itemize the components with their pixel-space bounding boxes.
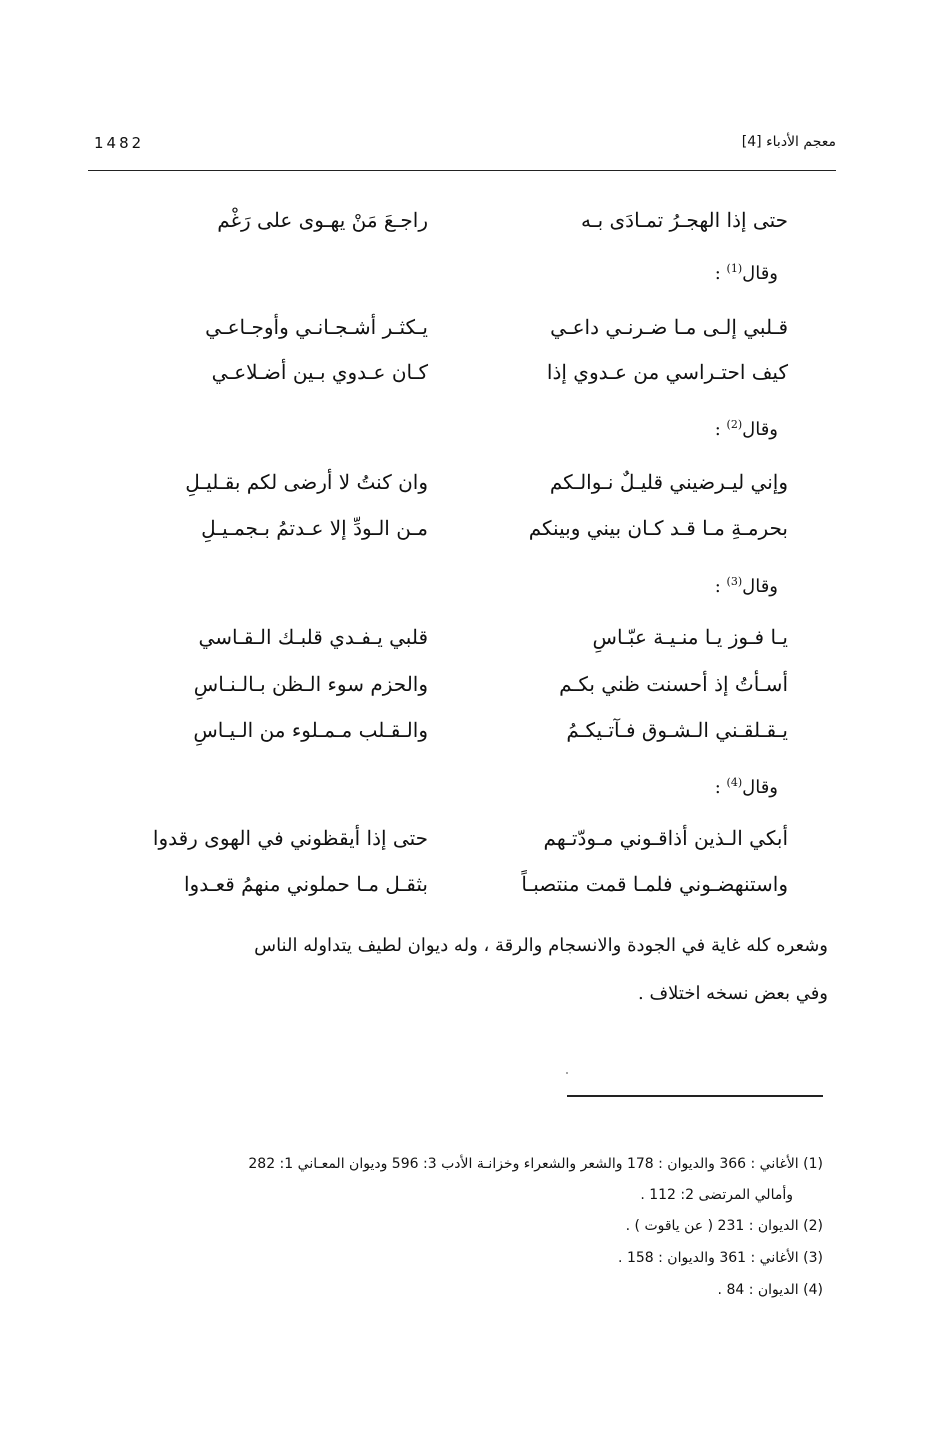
footnote: (2) الديوان : 231 ( عن ياقوت ) . xyxy=(625,1218,823,1234)
verse-second-hemistich: مـن الـودِّ إلا عـدتمُ بـجمـيـلِ xyxy=(201,516,428,540)
verse-second-hemistich: والـقـلب مـمـلوء من الـيـاسِ xyxy=(193,718,428,742)
verse-first-hemistich: أسـأتُ إذ أحسنت ظني بكـم xyxy=(559,672,788,696)
prose-line: وفي بعض نسخه اختلاف . xyxy=(638,983,828,1004)
page-number: 1482 xyxy=(94,134,145,152)
verse-first-hemistich: يـقـلقـني الـشـوق فـآتـيكـمُ xyxy=(566,718,788,742)
footnote-ref: (2) xyxy=(726,418,743,431)
verse-first-hemistich: قـلبي إلـى مـا ضـرنـي داعـي xyxy=(550,315,788,339)
verse-second-hemistich: كـان عـدوي بـين أضـلاعـي xyxy=(211,360,428,384)
verse-second-hemistich: راجـعَ مَنْ يهـوى على رَغْم xyxy=(217,208,428,232)
verse-first-hemistich: يـا فـوز يـا منـيـة عبّـاسِ xyxy=(592,625,788,649)
verse-second-hemistich: قلبي يـفـدي قلبـك الـقـاسي xyxy=(198,625,428,649)
verse-second-hemistich: يـكثـر أشـجـانـي وأوجـاعـي xyxy=(205,315,428,339)
scan-speck xyxy=(566,1072,568,1074)
footnote-separator xyxy=(567,1095,823,1097)
poem-intro: وقال$^{(4)}$ : xyxy=(714,776,778,798)
poem-intro: وقال$^{(3)}$ : xyxy=(714,575,778,597)
verse-second-hemistich: حتى إذا أيقظوني في الهوى رقدوا xyxy=(152,826,428,850)
page-header xyxy=(88,130,836,171)
footnote: (1) الأغاني : 366 والديوان : 178 والشعر والشعراء وخزانـة الأدب 3: 596 وديوان المعـاني 1: 282 xyxy=(248,1156,823,1172)
footnote-ref: (1) xyxy=(726,262,743,275)
verse-second-hemistich: وان كنتُ لا أرضى لكم بقـليـلِ xyxy=(185,470,428,494)
prose-line: وشعره كله غاية في الجودة والانسجام والرقة ، وله ديوان لطيف يتداوله الناس xyxy=(254,935,828,956)
footnote-ref: (3) xyxy=(726,575,743,588)
verse-first-hemistich: أبكي الـذين أذاقـوني مـودّتـهم xyxy=(543,826,788,850)
verse-second-hemistich: والحزم سوء الـظن بـالـنـاسِ xyxy=(193,672,428,696)
poem-intro: وقال$^{(2)}$ : xyxy=(714,418,778,440)
footnote: (3) الأغاني : 361 والديوان : 158 . xyxy=(618,1250,823,1266)
verse-first-hemistich: واستنهضـوني فلمـا قمت منتصبـاً xyxy=(521,872,788,896)
verse-first-hemistich: وإني ليـرضيني قليـلٌ نـوالـكم xyxy=(549,470,788,494)
verse-second-hemistich: بثقـل مـا حملوني منهمُ قعـدوا xyxy=(184,872,428,896)
poem-intro: وقال$^{(1)}$ : xyxy=(714,262,778,284)
running-head: معجم الأدباء [4] xyxy=(741,134,836,150)
verse-first-hemistich: بحرمـةِ مـا قـد كـان بيني وبينكم xyxy=(528,516,788,540)
verse-first-hemistich: حتى إذا الهجـرُ تمـادَى بـه xyxy=(581,208,788,232)
verse-first-hemistich: كيف احتـراسي من عـدوي إذا xyxy=(546,360,788,384)
footnote: وأمالي المرتضى 2: 112 . xyxy=(640,1187,793,1203)
footnote-ref: (4) xyxy=(726,776,743,789)
footnote: (4) الديوان : 84 . xyxy=(717,1282,823,1298)
